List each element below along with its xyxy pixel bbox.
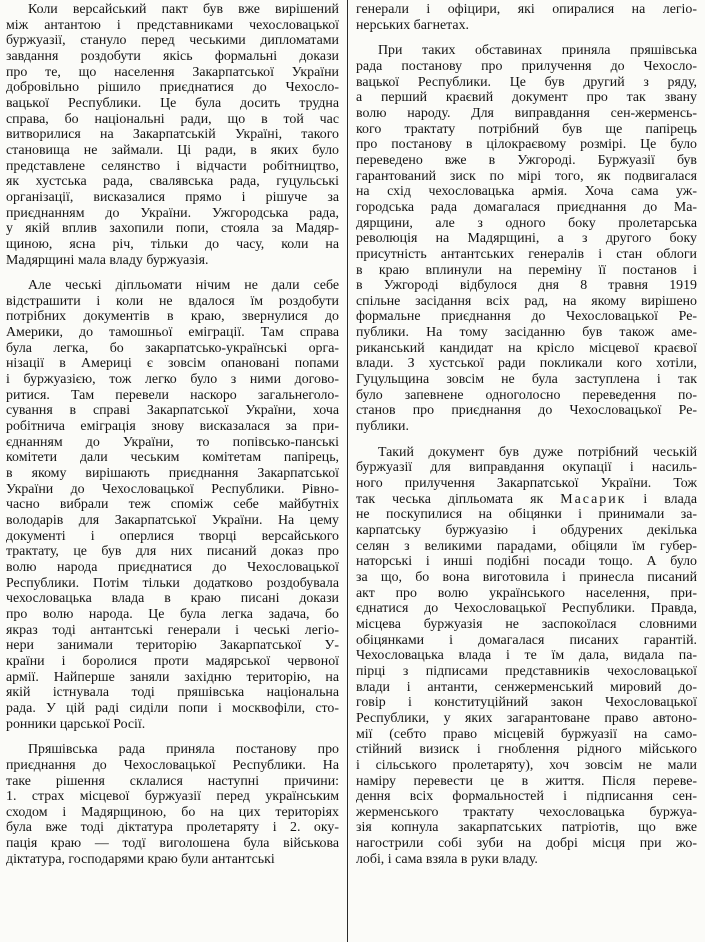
text-line: якраз тоді антантські генерали і чеські легіо- [6, 622, 339, 638]
paragraph [6, 742, 339, 867]
text-line: сходом і Мадярщиною, бо на цих територіях [6, 804, 339, 820]
text-line: Але чеські діпльомати нічим не дали себе [28, 278, 339, 294]
text-line: і сільського пролетаряту), хоч зовсім не мали [356, 757, 697, 773]
text-line: робітнича еміграція знову висказалася за при- [6, 419, 339, 435]
text-line: нагострили собі зуби на добрі місця при жо- [356, 836, 697, 852]
text-line: була вже тоді діктатура пролетаряту і 2. оку- [6, 820, 339, 836]
text-line: волю народа приєднатися до Чехословацької [6, 559, 339, 575]
paragraph [6, 2, 339, 268]
text-line: пація краю — тодї виголошена була військова [6, 836, 339, 852]
text-line: рада постанову про прилучення до Чехосло- [356, 58, 697, 74]
text-line: дення всіх формальностей і підписання сен- [356, 789, 697, 805]
text-line: в якому вирішають приєднання Закарпатської [6, 466, 339, 482]
text-line: відстрашити і коли не вдалося їм роздобути [6, 293, 339, 309]
spaced-name: Масарик [560, 491, 627, 507]
text-line: завдання роздобути якісь формальні докази [6, 48, 339, 64]
text-line: як хустська рада, свалявська рада, гуцульські [6, 174, 339, 190]
text-line: спільне засідання всіх рад, на якому вирішено [356, 293, 697, 309]
text-line: ного прилучення Закарпатської України. Тож [356, 476, 697, 492]
paragraph [356, 445, 697, 868]
text-line: витворилися на Закарпатській Україні, такого [6, 127, 339, 143]
right-text-column [356, 2, 697, 867]
left-text-column [6, 2, 339, 867]
text-line: Америки, до тамошньої еміграції. Там справа [6, 325, 339, 341]
text-line: ронники царської Росії. [6, 716, 146, 732]
text-line: формальне приєднання до Чехословацької Ре- [356, 309, 697, 325]
paragraph [356, 43, 697, 434]
text-line: сування в справі Закарпатської України, хоча [6, 403, 339, 419]
text-line: якій істнувала тоді пряшівська національна [6, 685, 339, 701]
text-line: і буржуазією, тож легко було з ними догово- [6, 372, 339, 388]
text-line: Республики. Потім тільки додатково роздобувала [6, 575, 339, 591]
text-line: вацької Республики. Це був другий з ряду, [356, 74, 697, 90]
text-line: Чехословацька влада і те їм дала, видала па- [356, 648, 697, 664]
text-line: городська рада домагалася приєднання до Ма- [356, 199, 697, 215]
text-line: в Ужгороді відбулося дня 8 травня 1919 [356, 278, 697, 294]
text-line: карпатську буржуазію і обдурених декілька [356, 523, 697, 538]
text-line: Гуцульщина зовсім не була заступлена і так [356, 372, 697, 388]
text-line: Пряшівська рада приняла постанову про [28, 742, 339, 758]
text-line: нізації в Америці є зовсім опановані попами [6, 356, 339, 372]
paragraph-gap [6, 268, 339, 278]
text-line: на схід чехословацька армія. Хоча сама уж- [356, 184, 697, 200]
text-line: України до Чехословацької Республики. Рівно- [6, 481, 339, 497]
text-line: рада. У цій раді сиділи попи і москвофіли, сто- [6, 700, 339, 716]
text-line: переведено вже в Ужгороді. Буржуазії був [356, 152, 697, 168]
text-line: щиною, ясна річ, тільки до часу, коли на [6, 236, 339, 252]
text-line: трактату, це був для них писаний доказ про [6, 544, 339, 560]
text-line: революція на Мадярщині, а з другого боку [356, 231, 697, 247]
text-line: волю народу. Для виправдання сен-жерменсь- [356, 105, 697, 121]
text-line: добровільно рішило приєднатися до Чехосло- [6, 80, 339, 96]
text-line: потрібних документів в краю, звернулися до [6, 309, 339, 325]
text-line: публики. На тому засіданню був також аме- [356, 325, 697, 341]
paragraph-gap [356, 33, 697, 43]
text-line: мії (себто право місцевій буржуазії на само- [356, 726, 697, 742]
text-line: публики. [356, 419, 409, 435]
text-line: представлене селянство і відчасти робітництво, [6, 158, 339, 174]
text-line: місцева буржуазія не заспокоїлася словними [356, 616, 697, 632]
text-line: документі і оперлися творці версайського [6, 528, 339, 544]
text-line: Республики, у яких загарантоване право автоно- [356, 710, 697, 726]
text-line: селян з великими парадами, обіцяли їм губер- [356, 538, 697, 554]
paragraph-gap [6, 732, 339, 742]
text-line: а перший краєвий документ про так звану [356, 90, 697, 106]
text-line: таке рішення склалися наступні причини: [6, 773, 339, 789]
text-line: у якій вплив захопили попи, стояла за Мадяр- [6, 221, 339, 237]
text-line: між антантою і представниками чехословацької [6, 17, 339, 33]
text-line: стійний визиск і гноблення рідного мійського [356, 742, 697, 758]
text-line: нерських багнетах. [356, 17, 469, 33]
text-line: армії. Найперше заняли західню територію, на [6, 669, 339, 685]
text-line: країни і боролися проти мадярської червоної [6, 653, 339, 669]
text-line: часно вибрали теж споміж себе майбутніх [6, 497, 339, 513]
column-divider [347, 0, 348, 942]
text-line: акт про волю українського населення, при- [356, 585, 697, 601]
paragraph [356, 2, 697, 33]
text-line: зія копнула закарпатських патріотів, що вже [356, 820, 697, 836]
text-line: При таких обставинах приняла пряшівська [378, 43, 697, 59]
text-line: буржуазії для виправдання окупації і насиль- [356, 460, 697, 476]
text-line: 1. страх місцевої буржуазії перед українським [6, 789, 339, 805]
text-line: Коли версайський пакт був вже вирішений [28, 2, 339, 17]
text-line: буржуазії, стануло перед чеськими дипломатами [6, 33, 339, 49]
text-line: говір і конституційний закон Чехословацької [356, 695, 697, 711]
text-line: Такий документ був дуже потрібний чеській [378, 444, 697, 460]
text-line: становища не займали. Ці ради, в яких було [6, 142, 339, 158]
text-line: дярщини, але з одного боку пролетарська [356, 215, 697, 231]
text-line: приєднання до Чехословацької Республики. На [6, 757, 339, 773]
text-line: лобі, і сама взяла в руки владу. [356, 851, 538, 867]
text-line: володарів для Закарпатської України. На цему [6, 513, 339, 528]
text-line: риканський кандидат на крісло місцевої краєвої [356, 340, 697, 356]
text-line: в краю вплинули на переміну її постанов і [356, 262, 697, 278]
text-line: діктатура, господарями краю були антантські [6, 851, 275, 867]
text-line: присутність антантських генералів і стан облоги [356, 246, 697, 262]
text-line: влади і антанти, сенжерменський мировий до- [356, 679, 697, 695]
text-line: комітети дали чеським комітетам папірець, [6, 450, 339, 466]
text-line: про волю народа. Це була легка задача, бо [6, 606, 339, 622]
text-line: була легка, бо закарпатсько-українські орга- [6, 340, 339, 356]
text-line: гарантований зиск по мірі того, як подвигалася [356, 168, 697, 184]
text-line: ритися. Там перевели наскоро загальнеголо- [6, 387, 339, 403]
text-line: вацької Республики. Це була досить трудна [6, 95, 339, 111]
paragraph [6, 278, 339, 732]
text-line: чехословацька влада в краю писані докази [6, 591, 339, 607]
text-line: було запевнене одноголосно переведення по- [356, 387, 697, 403]
text-line: організації, висказалися прямо і рішуче за [6, 189, 339, 205]
text-line: генерали і офіцири, які опиралися на легіо- [356, 2, 697, 17]
text-line: Мадярщині мала владу буржуазія. [6, 252, 209, 268]
text-line: нери занимали територію Закарпатської У- [6, 638, 339, 654]
text-line: жерменського трактату чехословацька буржуа- [356, 804, 697, 820]
text-line: наторські і инші подібні посади тощо. А було [356, 554, 697, 570]
text-line: станов про приєднання до Чехословацької Ре- [356, 403, 697, 419]
text-line: так чеська діпльомата як Масарик і влада [356, 491, 697, 507]
text-line: влади. З хустської ради покликали кого хотіли, [356, 356, 697, 372]
text-line: єднатися до Чехословацької Республики. Правда, [356, 601, 697, 617]
text-line: наміру перевести це в життя. Після переве- [356, 773, 697, 789]
text-line: справа, бо національні ради, що в той час [6, 111, 339, 127]
text-line: за що, бо вона виготовила і принесла писаний [356, 569, 697, 585]
text-line: не поскупилися на обіцянки і принимали за- [356, 507, 697, 523]
text-line: про постанову в цілокраєвому розмірі. Це було [356, 137, 697, 153]
text-line: приєднанням до України. Ужгородська рада, [6, 205, 339, 221]
paragraph-gap [356, 435, 697, 445]
text-line: обіцянками і домагалася писаних гарантій. [356, 632, 697, 648]
text-line: пірці з підписами представників чехословацької [356, 663, 697, 679]
text-line: про те, що населення Закарпатської України [6, 64, 339, 80]
text-line: єднанням до України, то попівсько-панські [6, 434, 339, 450]
text-line: кого трактату потрібний був ще папірець [356, 121, 697, 137]
